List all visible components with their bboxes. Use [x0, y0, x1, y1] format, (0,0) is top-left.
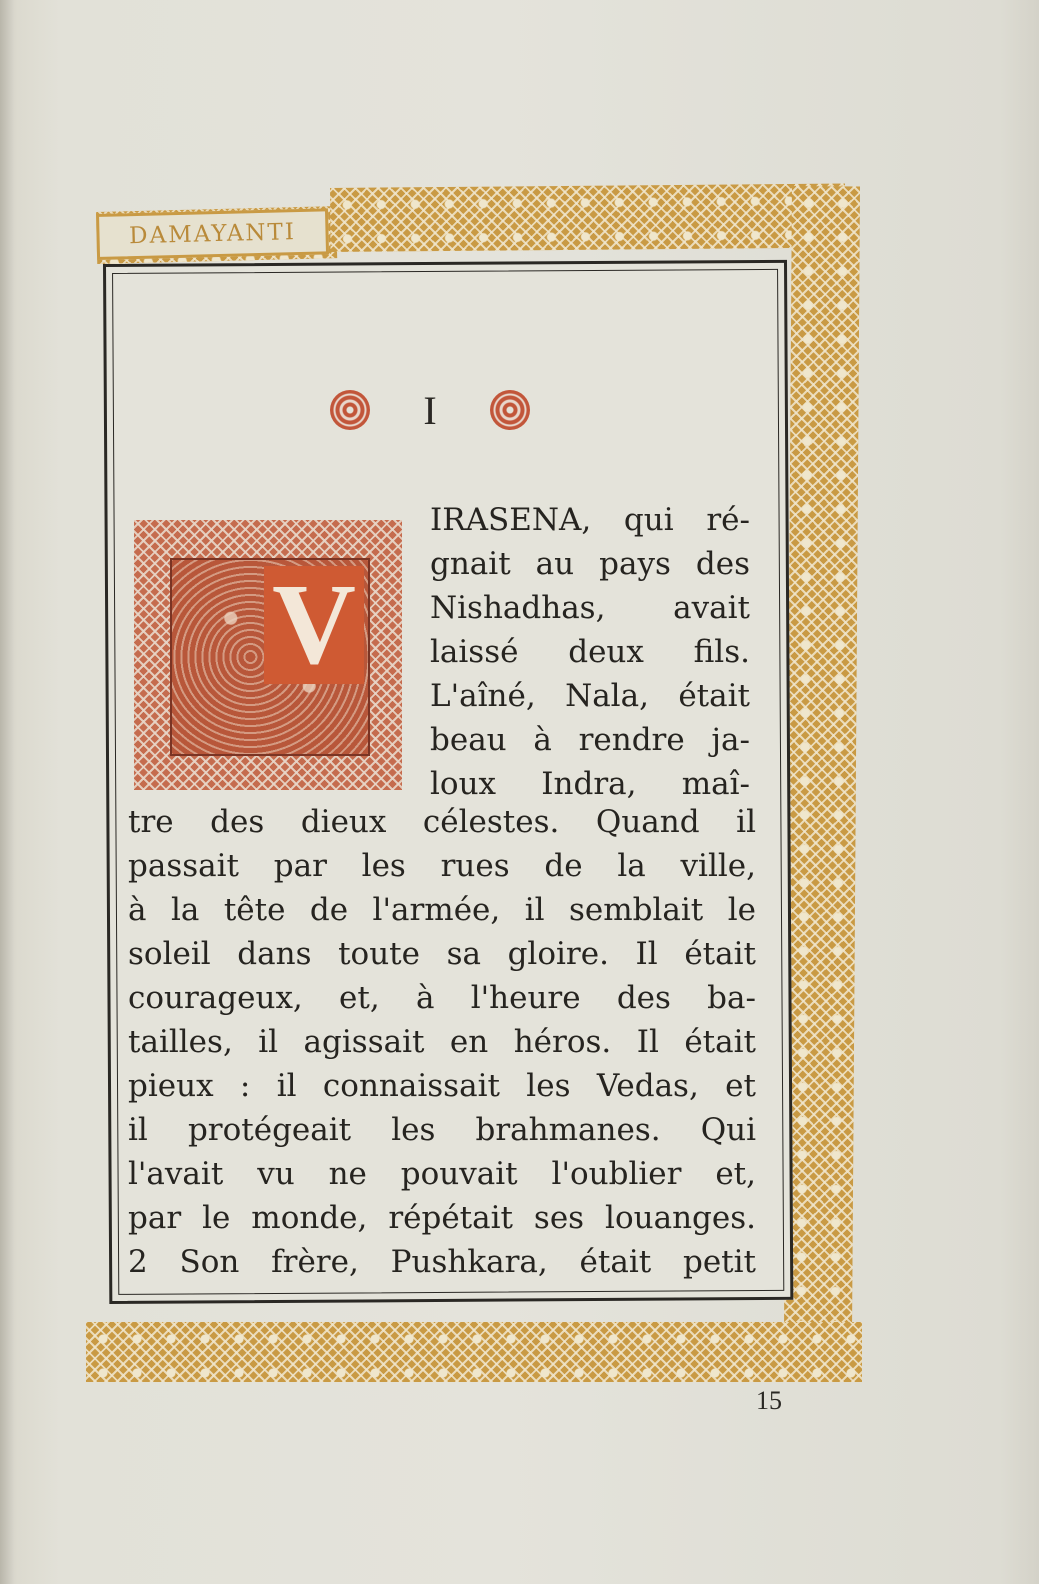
dropcap-foliage	[170, 558, 370, 756]
page-edge-shadow	[0, 0, 14, 1584]
bottom-ornamental-border	[86, 1322, 862, 1382]
text-line: il protégeait les brahmanes. Qui	[128, 1112, 756, 1148]
text-line: beau à rendre ja-	[430, 722, 750, 758]
chapter-number: I	[423, 387, 437, 433]
text-line: gnait au pays des	[430, 546, 750, 582]
running-head: DAMAYANTI	[96, 208, 329, 260]
top-ornamental-border	[330, 184, 846, 252]
text-line: laissé deux fils.	[430, 634, 750, 670]
text-line: L'aîné, Nala, était	[430, 678, 750, 714]
rosette-right-icon	[490, 390, 530, 430]
text-line: IRASENA, qui ré-	[430, 502, 750, 538]
text-line: tre des dieux célestes. Quand il	[128, 804, 756, 840]
dropcap-ornament	[134, 520, 402, 790]
dropcap-letter: V	[264, 566, 364, 684]
text-line: courageux, et, à l'heure des ba-	[128, 980, 756, 1016]
paragraph-body	[128, 800, 756, 1284]
text-line: soleil dans toute sa gloire. Il était	[128, 936, 756, 972]
chapter-heading	[330, 384, 530, 436]
right-ornamental-border	[784, 186, 860, 1356]
text-line: passait par les rues de la ville,	[128, 848, 756, 884]
text-line: 2 Son frère, Pushkara, était petit	[128, 1244, 756, 1280]
text-line: l'avait vu ne pouvait l'oublier et,	[128, 1156, 756, 1192]
rosette-left-icon	[330, 390, 370, 430]
text-line: loux Indra, maî-	[430, 766, 750, 802]
text-line: à la tête de l'armée, il semblait le	[128, 892, 756, 928]
text-line: pieux : il connaissait les Vedas, et	[128, 1068, 756, 1104]
text-line: tailles, il agissait en héros. Il était	[128, 1024, 756, 1060]
text-line: Nishadhas, avait	[430, 590, 750, 626]
text-line: par le monde, répétait ses louanges.	[128, 1200, 756, 1236]
page-number: 15	[756, 1386, 782, 1415]
paragraph-beside-dropcap	[430, 498, 750, 806]
